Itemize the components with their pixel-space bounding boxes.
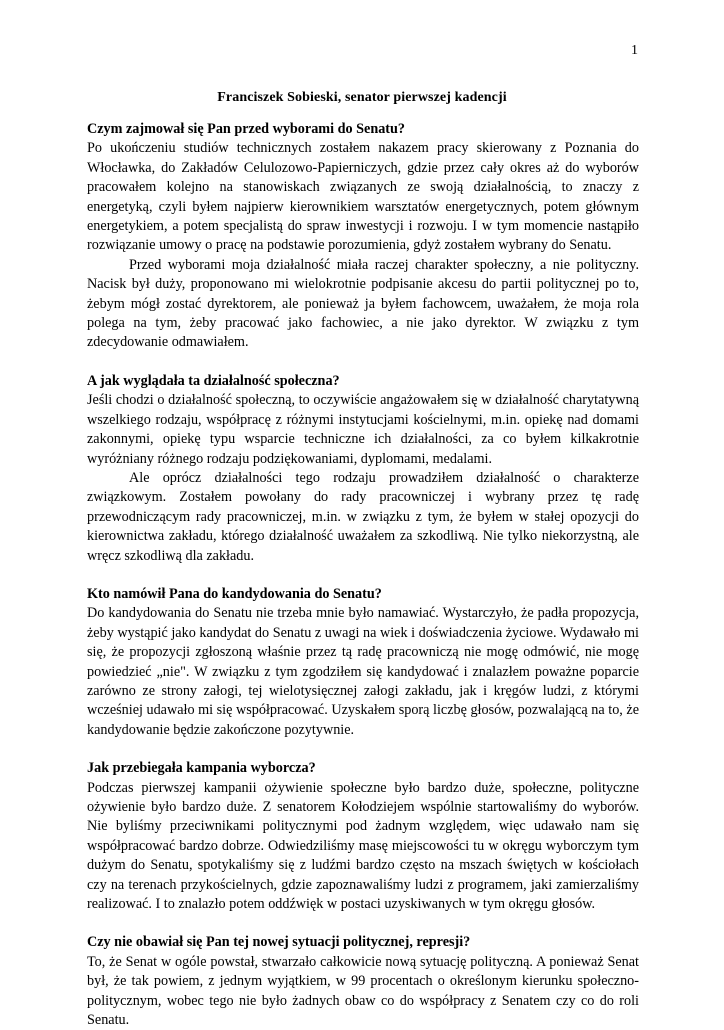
- interview-section-5: [87, 933, 639, 1030]
- interview-section-2: [87, 372, 639, 566]
- interview-content: [87, 120, 639, 1030]
- answer-paragraph: Podczas pierwszej kampanii ożywienie społeczne było bardzo duże, społeczne, polityczne ożywienie było bardzo duże. Z senatorem Kołodziejem wspólnie startowaliśmy do wyborów. Nie byliśmy przeciwnikami politycznymi pod żadnym względem, więc udawało nam się współpracować bardzo dobrze. Odwiedziliśmy masę miejscowości tu w okręgu wyborczym tym dużym do Senatu, spotykaliśmy się z ludźmi bardzo często na mszach świętych w kościołach czy na terenach przykościelnych, gdzie zapoznawaliśmy ludzi z programem, jaki zamierzaliśmy realizować. I to znalazło potem oddźwięk w postaci uzyskiwanych w tym okręgu głosów.: [87, 779, 639, 913]
- document-title: Franciszek Sobieski, senator pierwszej kadencji: [217, 90, 507, 105]
- answer-paragraph: Ale oprócz działalności tego rodzaju prowadziłem działalność o charakterze związkowym. Zostałem powołany do rady pracowniczej i wybrany przez tę radę przewodniczącym rady pracowniczej, m.in. w związku z tym, że byłem w stałej opozycji do kierownictwa zakładu, którego działalność uważałem za szkodliwą. Nie tylko niekorzystną, ale wręcz szkodliwą dla zakładu.: [87, 469, 639, 564]
- answer-paragraph: Przed wyborami moja działalność miała raczej charakter społeczny, a nie polityczny. Nacisk był duży, proponowano mi wielokrotnie podpisanie akcesu do partii politycznej po to, żebym mógł zostać dyrektorem, ale ponieważ ja byłem fachowcem, uważałem, że moja rola polega na tym, żeby pracować jako fachowiec, a nie jako dyrektor. W związku z tym zdecydowanie odmawiałem.: [87, 256, 639, 351]
- question-heading: Czy nie obawiał się Pan tej nowej sytuacji politycznej, represji?: [87, 934, 471, 951]
- question-heading: Jak przebiegała kampania wyborcza?: [87, 760, 316, 777]
- answer-paragraph: Po ukończeniu studiów technicznych zostałem nakazem pracy skierowany z Poznania do Włocławka, do Zakładów Celulozowo-Papierniczych, gdzie przez cały okres aż do wyborów pracowałem kolejno na stanowiskach związanych ze swoją działalnością, to znaczy z energetyką, czyli byłem najpierw kierownikiem warsztatów energetycznych, potem głównym energetykiem, a potem specjalistą do spraw inwestycji i rozwoju. I w tym momencie nastąpiło rozwiązanie umowy o pracę na podstawie porozumienia, gdyż zostałem wybrany do Senatu.: [87, 140, 639, 254]
- answer-paragraph: Do kandydowania do Senatu nie trzeba mnie było namawiać. Wystarczyło, że padła propozycja, żeby wystąpić jako kandydat do Senatu z uwagi na wiek i doświadczenia życiowe. Wydawało mi się, że propozycji zgłoszoną właśnie przez tą radę pracowniczą nie mogę odmówić, nie mogę powiedzieć „nie". W związku z tym zgodziłem się kandydować i znalazłem poważne poparcie zarówno ze strony załogi, tej wielotysięcznej załogi zakładu, jak i kręgów ludzi, z którymi wcześniej udawało mi się współpracować. Uzyskałem sporą liczbę głosów, pozwalającą na to, że kandydowanie będzie zakończone pozytywnie.: [87, 605, 639, 738]
- question-heading: Kto namówił Pana do kandydowania do Senatu?: [87, 585, 382, 602]
- answer-paragraph: Jeśli chodzi o działalność społeczną, to oczywiście angażowałem się w działalność charytatywną wszelkiego rodzaju, współpracę z różnymi instytucjami kościelnymi, m.in. opiekę nad domami zakonnymi, opiekę typu wsparcie techniczne ich działalności, za co byłem kilkakrotnie wyróżniany różnego rodzaju podziękowaniami, dyplomami, medalami.: [87, 392, 639, 467]
- answer-paragraph: To, że Senat w ogóle powstał, stwarzało całkowicie nową sytuację polityczną. A ponieważ Senat był, że tak powiem, z jednym wyjątkiem, w 99 procentach o określonym kierunku społeczno-politycznym, wobec tego nie było żadnych obaw co do współpracy z Senatem czy co do roli Senatu.: [87, 953, 639, 1029]
- question-heading: A jak wyglądała ta działalność społeczna?: [87, 372, 340, 389]
- interview-section-3: [87, 585, 639, 740]
- question-heading: Czym zajmował się Pan przed wyborami do Senatu?: [87, 121, 406, 137]
- page-number: 1: [631, 43, 638, 58]
- interview-section-1: [87, 120, 639, 353]
- interview-section-4: [87, 759, 639, 914]
